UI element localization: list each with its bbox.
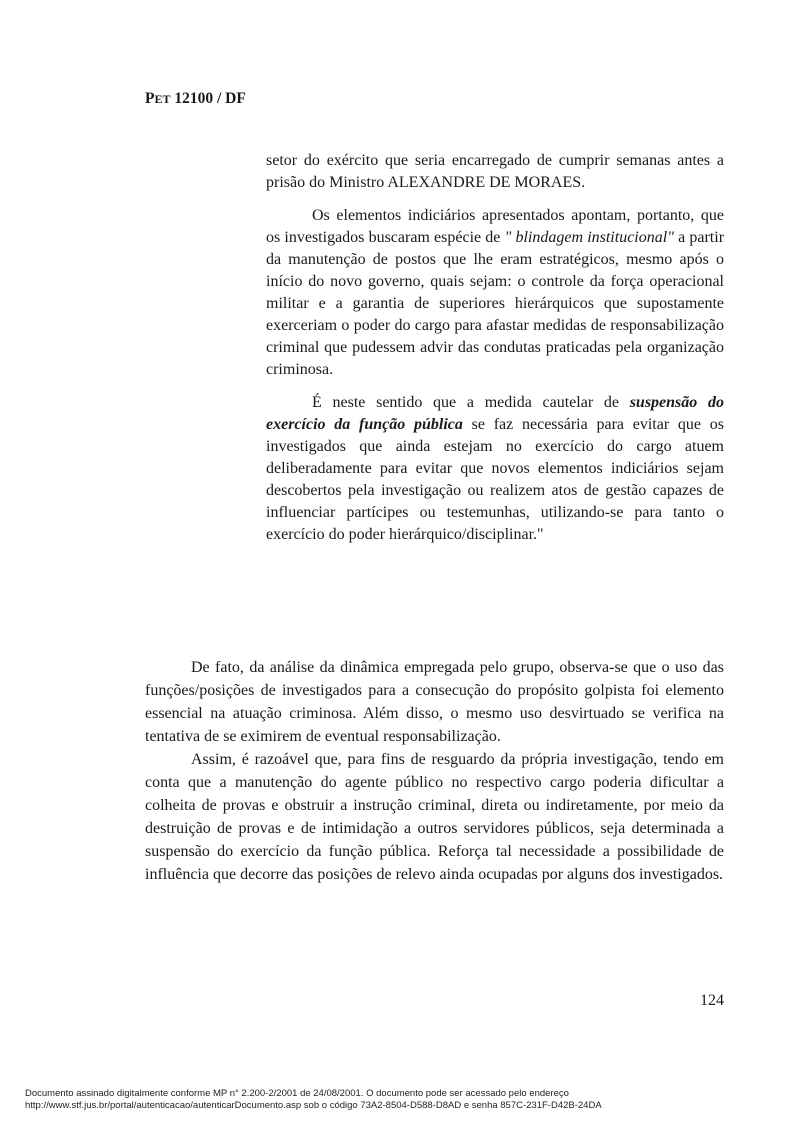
signature-footer (25, 1088, 785, 1112)
quote-paragraph-2 (266, 205, 724, 381)
quote-p3-text-b: se faz necessária para evitar que os investigados que ainda estejam no exercício do cargo atuem deliberadamente para evitar que novos elementos indiciários sejam descobertos pela investigação ou realizem atos de gestão capazes de influenciar partícipes ou testemunhas, utilizando-se para tanto o exercício do poder hierárquico/disciplinar." (266, 416, 725, 543)
body-paragraph-2: Assim, é razoável que, para fins de resguardo da própria investigação, tendo em conta que a manutenção do agente público no respectivo cargo poderia dificultar a colheita de provas e obstruir a instrução criminal, direta ou indiretamente, por meio da destruição de provas e de intimidação a outros servidores públicos, seja determinada a suspensão do exercício da função pública. Reforça tal necessidade a possibilidade de influência que decorre das posições de relevo ainda ocupadas por alguns dos investigados. (145, 751, 724, 883)
quote-p3-strong: suspensão do exercício da função pública (266, 394, 725, 433)
header-case-number: 12100 / DF (174, 90, 246, 107)
quote-p2-text-a: Os elementos indiciários apresentados apontam, portanto, que os investigados buscaram espécie de (266, 207, 724, 246)
quote-p2-emphasis: " blindagem institucional" (504, 229, 674, 246)
footer-line-1: Documento assinado digitalmente conforme MP n° 2.200-2/2001 de 24/08/2001. O documento pode ser acessado pelo endereço (25, 1088, 569, 1099)
quote-paragraph-3 (266, 392, 724, 546)
footer-line-2: http://www.stf.jus.br/portal/autenticacao/autenticarDocumento.asp sob o código 73A2-8504-D588-D8AD e senha 857C-231F-D42B-24DA (25, 1100, 602, 1111)
quote-paragraph-1: setor do exército que seria encarregado de cumprir semanas antes a prisão do Ministro ALEXANDRE DE MORAES. (266, 152, 724, 191)
header-pet-initial: P (145, 90, 155, 107)
main-body (145, 656, 724, 886)
quote-p2-text-b: a partir da manutenção de postos que lhe eram estratégicos, mesmo após o início do novo governo, quais sejam: o controle da força operacional militar e a garantia de superiores hierárquicos que supostamente exerceriam o poder do cargo para afastar medidas de responsabilização criminal que pudessem advir das condutas praticadas pela organização criminosa. (266, 229, 725, 378)
page-number: 124 (700, 992, 724, 1009)
page-header (145, 90, 246, 108)
body-paragraph-1: De fato, da análise da dinâmica empregada pelo grupo, observa-se que o uso das funções/posições de investigados para a consecução do propósito golpista foi elemento essencial na atuação criminosa. Além disso, o mesmo uso desvirtuado se verifica na tentativa de se eximirem de eventual responsabilização. (145, 659, 724, 745)
header-pet-rest: ET (154, 92, 171, 106)
block-quote (266, 150, 724, 557)
quote-p3-text-a: É neste sentido que a medida cautelar de (312, 394, 630, 411)
